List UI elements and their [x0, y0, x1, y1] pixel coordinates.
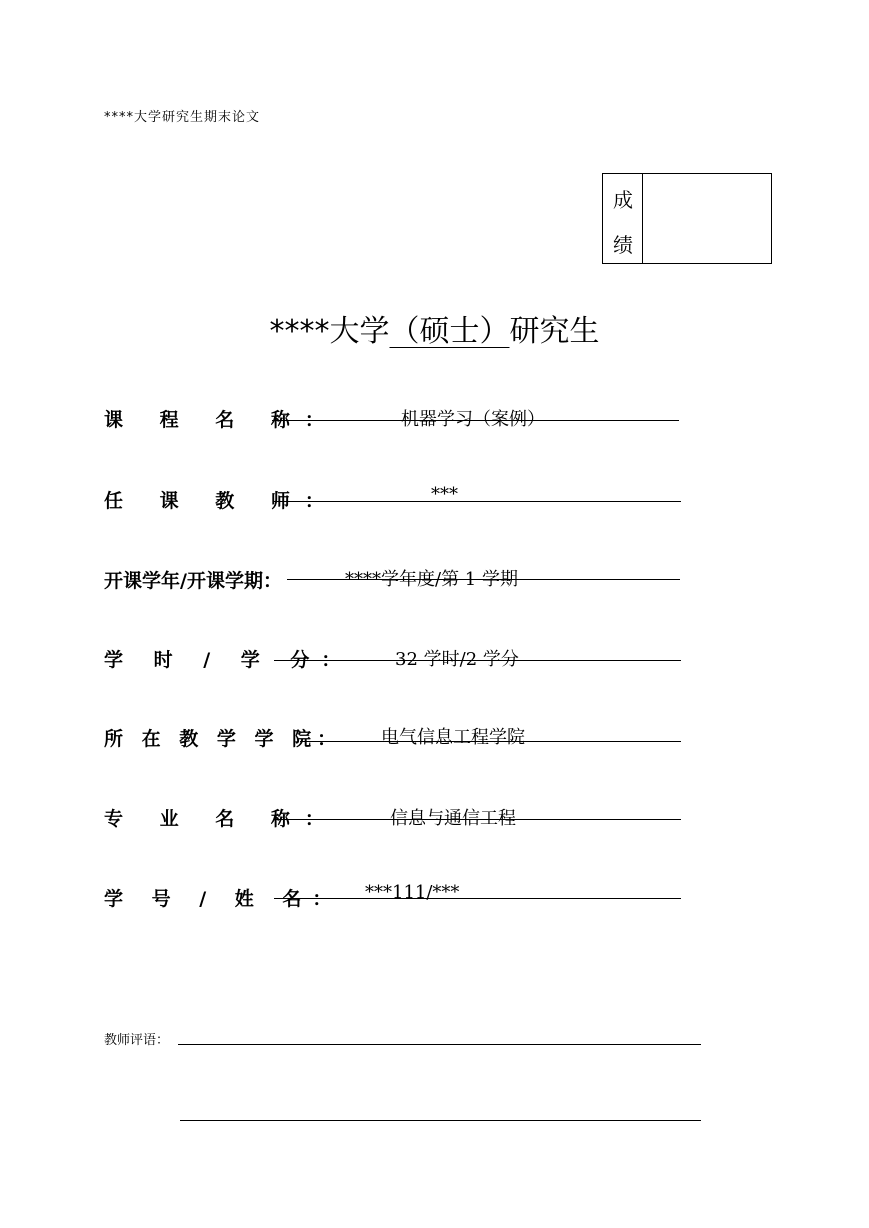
score-label-cell — [603, 174, 643, 263]
field-line-teacher — [274, 501, 681, 502]
score-label-char-2: 绩 — [613, 233, 633, 257]
field-value-teacher: *** — [431, 484, 458, 505]
field-label-id-name: 学 号 / 姓 名： — [104, 888, 343, 910]
title-degree: （硕士） — [389, 314, 510, 349]
document-header: ****大学研究生期末论文 — [104, 110, 261, 125]
field-value-college: 电气信息工程学院 — [381, 727, 525, 748]
field-label-academic-term: 开课学年/开课学期： — [104, 570, 282, 592]
score-label-char-1: 成 — [613, 188, 633, 212]
field-label-teacher: 任 课 教 师： — [104, 490, 339, 512]
field-value-major: 信息与通信工程 — [390, 808, 516, 829]
field-value-hours-credits: 32 学时/2 学分 — [395, 649, 519, 670]
title-suffix: 研究生 — [509, 314, 600, 349]
teacher-comments-label: 教师评语： — [104, 1033, 170, 1048]
field-label-course-name: 课 程 名 称： — [104, 409, 339, 431]
field-value-id-name: ***111/*** — [365, 882, 460, 903]
field-value-academic-term: ****学年度/第 1 学期 — [345, 569, 518, 590]
teacher-comments-line-2 — [180, 1120, 701, 1121]
field-value-course-name: 机器学习（案例） — [401, 409, 545, 430]
field-label-college: 所 在 教 学 学 院： — [104, 728, 343, 750]
title-prefix: ****大学 — [269, 314, 390, 349]
score-box — [602, 173, 772, 264]
field-label-hours-credits: 学 时 / 学 分： — [104, 649, 353, 671]
page-title — [0, 306, 869, 350]
teacher-comments-line-1 — [178, 1044, 701, 1045]
field-label-major: 专 业 名 称： — [104, 808, 339, 830]
field-line-id-name — [274, 898, 681, 899]
